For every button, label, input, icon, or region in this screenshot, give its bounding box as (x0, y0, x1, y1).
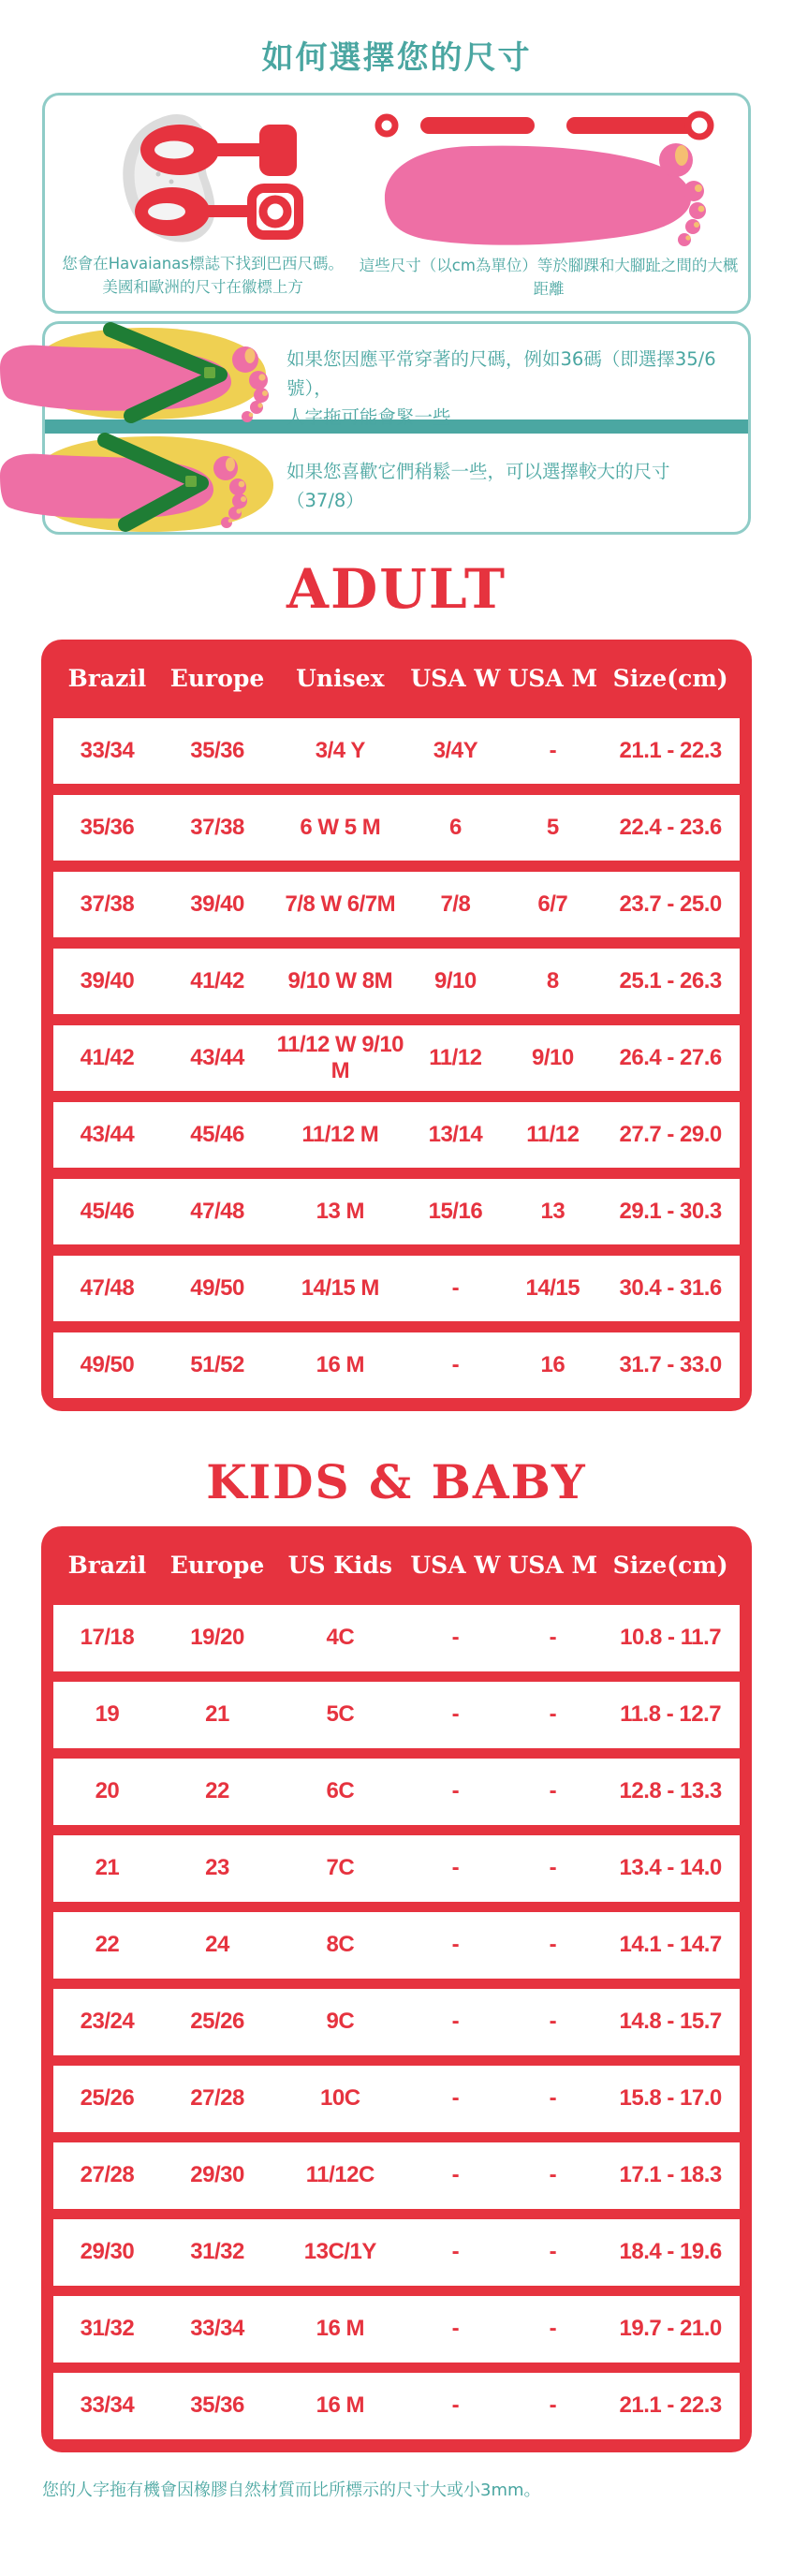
table-cell: 35/36 (190, 2392, 244, 2418)
table-cell: 9C (326, 2009, 355, 2034)
table-row (53, 1102, 740, 1168)
flipflop-sole-with-size-markers-icon (93, 109, 313, 249)
table-cell: 10C (320, 2085, 360, 2111)
footer-note: 您的人字拖有機會因橡膠自然材質而比所標示的尺寸大或小3mm。 (42, 2480, 541, 2500)
table-cell: - (549, 1932, 557, 1957)
table-cell: 21.1 - 22.3 (619, 737, 722, 763)
table-cell: 41/42 (190, 967, 244, 994)
table-row (53, 718, 740, 784)
table-cell: 25/26 (190, 2009, 244, 2034)
table-cell: - (549, 737, 557, 763)
table-cell: 49/50 (190, 1274, 244, 1301)
table-cell: 11/12 M (301, 1121, 379, 1147)
table-cell: 20 (95, 1778, 120, 1803)
table-cell: - (549, 2009, 557, 2034)
column-header: Europe (169, 1552, 265, 1579)
table-cell: 27/28 (190, 2085, 244, 2111)
table-cell: 49/50 (80, 1351, 135, 1377)
table-row (53, 2142, 740, 2209)
table-cell: 43/44 (190, 1044, 244, 1070)
table-cell: 5C (326, 1701, 355, 1727)
sole-caption (62, 253, 344, 300)
table-cell: 13 M (316, 1198, 364, 1224)
table-cell: - (451, 1932, 460, 1957)
table-cell: - (549, 2162, 557, 2187)
table-cell: 47/48 (190, 1198, 244, 1224)
table-cell: 7/8 (440, 891, 471, 917)
table-row (53, 1759, 740, 1825)
foot-caption: 這些尺寸（以cm為單位）等於腳踝和大腳趾之間的大概距離 (359, 257, 739, 298)
table-cell: 14.1 - 14.7 (619, 1932, 722, 1957)
foot-overhanging-flipflop-icon (0, 318, 281, 425)
table-cell: - (451, 2009, 460, 2034)
table-cell: 39/40 (190, 891, 244, 917)
table-cell: - (549, 1855, 557, 1880)
table-cell: 21 (95, 1855, 120, 1880)
column-header: US Kids (287, 1552, 392, 1579)
column-header: USA M (507, 1552, 598, 1579)
table-cell: 18.4 - 19.6 (619, 2239, 722, 2264)
table-cell: 35/36 (190, 737, 244, 763)
table-row (53, 949, 740, 1014)
table-cell: 14/15 (525, 1274, 580, 1301)
tight-fit-note-line1: 如果您因應平常穿著的尺碼，例如36碼（即選擇35/6號）， (286, 347, 716, 399)
table-cell: - (451, 1274, 460, 1301)
table-cell: 16 M (316, 1351, 364, 1377)
table-cell: 17/18 (80, 1625, 135, 1650)
table-cell: - (451, 1351, 460, 1377)
table-cell: - (451, 1778, 460, 1803)
table-row (53, 1989, 740, 2055)
kids-size-table (41, 1526, 752, 2452)
table-cell: 15.8 - 17.0 (619, 2085, 722, 2111)
table-cell: 27/28 (80, 2162, 135, 2187)
table-cell: 24 (205, 1932, 229, 1957)
table-cell: 3/4 Y (315, 737, 365, 763)
table-cell: 29/30 (80, 2239, 135, 2264)
table-cell: 7/8 W 6/7M (285, 891, 396, 917)
foot-measure-guide-column (355, 107, 742, 302)
table-cell: 31.7 - 33.0 (619, 1351, 722, 1377)
fit-advice-box (42, 321, 751, 535)
table-cell: 27.7 - 29.0 (619, 1121, 722, 1147)
table-cell: - (451, 2392, 460, 2418)
table-row (53, 1605, 740, 1671)
table-cell: 21 (205, 1701, 229, 1727)
page-title: 如何選擇您的尺寸 (261, 39, 532, 77)
table-cell: 12.8 - 13.3 (619, 1778, 722, 1803)
table-row (53, 872, 740, 937)
table-cell: - (549, 2392, 557, 2418)
sole-caption-line2: 美國和歐洲的尺寸在徽標上方 (102, 277, 303, 296)
table-cell: 6 (448, 814, 462, 840)
table-cell: 11/12 (526, 1121, 580, 1147)
adult-section-heading: ADULT (286, 556, 507, 621)
table-cell: 16 (540, 1351, 565, 1377)
table-cell: 10.8 - 11.7 (620, 1625, 722, 1650)
table-cell: - (451, 2316, 460, 2341)
table-cell: 23.7 - 25.0 (619, 891, 722, 917)
table-cell: - (549, 1778, 557, 1803)
table-cell: 22.4 - 23.6 (619, 814, 722, 840)
kids-table-body (53, 1605, 740, 2439)
table-cell: 37/38 (80, 891, 135, 917)
table-cell: 25.1 - 26.3 (619, 967, 722, 994)
column-header: Size(cm) (612, 665, 728, 692)
table-cell: 11/12 (429, 1044, 482, 1070)
table-cell: 31/32 (80, 2316, 135, 2341)
table-cell: 47/48 (80, 1274, 135, 1301)
table-row (53, 1912, 740, 1979)
column-header: Brazil (67, 1552, 147, 1579)
table-row (53, 1256, 740, 1321)
table-cell: 26.4 - 27.6 (619, 1044, 722, 1070)
table-cell: 29.1 - 30.3 (619, 1198, 722, 1224)
table-cell: 11/12C (305, 2162, 374, 2187)
table-cell: 3/4Y (433, 737, 478, 763)
measuring-guide-box (42, 93, 751, 314)
table-row (53, 2296, 740, 2363)
adult-table-body (53, 718, 740, 1398)
table-row (53, 1682, 740, 1748)
table-cell: 51/52 (190, 1351, 244, 1377)
kids-section-heading: KIDS & BABY (206, 1453, 587, 1509)
table-cell: 8C (326, 1932, 355, 1957)
table-cell: 23 (205, 1855, 229, 1880)
foot-with-measuring-tape-icon (372, 109, 726, 251)
table-cell: - (451, 2162, 460, 2187)
table-cell: 23/24 (80, 2009, 135, 2034)
table-cell: 15/16 (428, 1198, 483, 1224)
table-cell: - (451, 2085, 460, 2111)
table-row (53, 1025, 740, 1091)
table-cell: - (549, 2085, 557, 2111)
table-cell: 7C (326, 1855, 355, 1880)
table-row (53, 795, 740, 861)
table-cell: 13 (540, 1198, 565, 1224)
table-cell: - (451, 1625, 460, 1650)
column-header: Europe (169, 665, 265, 692)
table-cell: - (549, 2316, 557, 2341)
table-cell: 5 (546, 814, 559, 840)
kids-table-header-row (53, 1526, 740, 1605)
column-header: Brazil (67, 665, 147, 692)
table-cell: 11/12 W 9/10 M (276, 1031, 404, 1083)
table-cell: 45/46 (80, 1198, 135, 1224)
adult-table-header-row (53, 640, 740, 718)
table-cell: 45/46 (190, 1121, 244, 1147)
table-cell: 4C (326, 1625, 355, 1650)
table-cell: 16 M (316, 2392, 364, 2418)
table-cell: 33/34 (80, 2392, 135, 2418)
table-cell: 37/38 (190, 814, 244, 840)
table-cell: 22 (95, 1932, 120, 1957)
table-cell: 6/7 (537, 891, 568, 917)
tight-fit-note (286, 345, 727, 433)
column-header: Unisex (296, 665, 385, 692)
brazil-size-guide-column (51, 107, 355, 302)
table-cell: - (451, 2239, 460, 2264)
table-cell: - (451, 1701, 460, 1727)
table-cell: 35/36 (80, 814, 135, 840)
table-cell: 9/10 (531, 1044, 574, 1070)
adult-size-table (41, 640, 752, 1411)
table-row (53, 2373, 740, 2439)
table-cell: 31/32 (190, 2239, 244, 2264)
loose-fit-note: 如果您喜歡它們稍鬆一些，可以選擇較大的尺寸（37/8） (286, 460, 670, 511)
foot-fitting-flipflop-icon (0, 429, 281, 536)
table-cell: 6 W 5 M (300, 814, 381, 840)
table-cell: 43/44 (80, 1121, 135, 1147)
table-row (53, 1835, 740, 1902)
table-cell: 41/42 (80, 1044, 135, 1070)
column-header: USA M (507, 665, 598, 692)
table-row (53, 2066, 740, 2132)
table-cell: - (451, 1855, 460, 1880)
table-cell: 19.7 - 21.0 (619, 2316, 722, 2341)
table-cell: 11.8 - 12.7 (620, 1701, 722, 1727)
tight-fit-note-line2: 人字拖可能會緊一些 (286, 405, 451, 428)
table-cell: 16 M (316, 2316, 364, 2341)
table-cell: 30.4 - 31.6 (619, 1274, 722, 1301)
table-cell: 29/30 (190, 2162, 244, 2187)
table-cell: 8 (546, 967, 559, 994)
table-cell: 39/40 (80, 967, 135, 994)
sole-caption-line1: 您會在Havaianas標誌下找到巴西尺碼。 (62, 255, 344, 272)
table-cell: - (549, 1701, 557, 1727)
column-header: USA W (410, 1552, 501, 1579)
table-cell: 21.1 - 22.3 (619, 2392, 722, 2418)
table-cell: 9/10 (434, 967, 477, 994)
table-cell: 14.8 - 15.7 (619, 2009, 722, 2034)
table-cell: - (549, 2239, 557, 2264)
table-cell: 33/34 (190, 2316, 244, 2341)
table-cell: 9/10 W 8M (287, 967, 393, 994)
table-cell: 13C/1Y (303, 2239, 376, 2264)
table-cell: 22 (205, 1778, 229, 1803)
table-row (53, 1179, 740, 1244)
table-cell: 17.1 - 18.3 (619, 2162, 722, 2187)
table-cell: 25/26 (80, 2085, 135, 2111)
table-cell: 13/14 (428, 1121, 483, 1147)
table-cell: 33/34 (80, 737, 135, 763)
column-header: USA W (410, 665, 501, 692)
table-cell: - (549, 1625, 557, 1650)
table-cell: 19/20 (190, 1625, 244, 1650)
column-header: Size(cm) (612, 1552, 728, 1579)
table-cell: 13.4 - 14.0 (619, 1855, 722, 1880)
table-cell: 14/15 M (301, 1274, 379, 1301)
table-cell: 19 (95, 1701, 120, 1727)
table-cell: 6C (326, 1778, 355, 1803)
table-row (53, 2219, 740, 2286)
table-row (53, 1332, 740, 1398)
